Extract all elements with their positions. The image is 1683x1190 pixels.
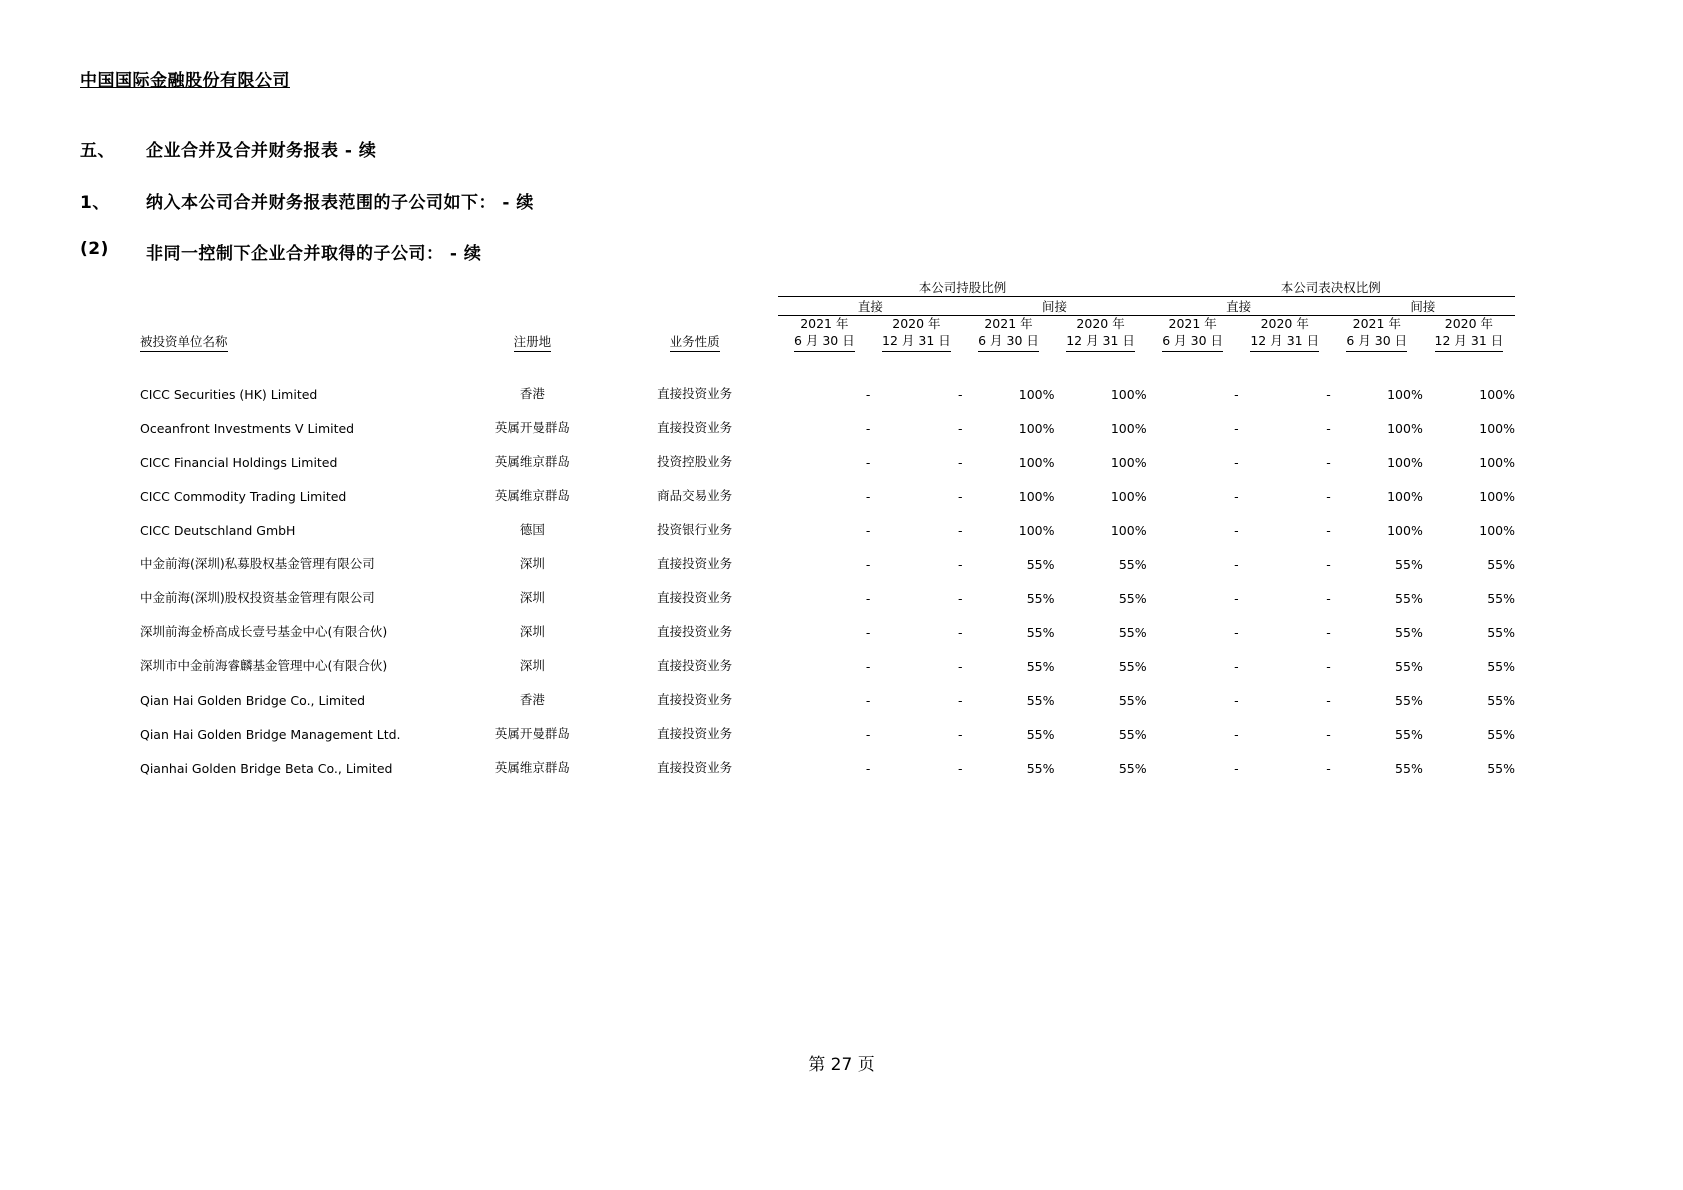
cell-hold-indirect-2021: 100%	[1018, 522, 1055, 538]
cell-hold-indirect-2020: 55%	[1118, 692, 1147, 708]
cell-hold-indirect-2020: 100%	[1110, 488, 1147, 504]
cell-hold-direct-2020: -	[957, 488, 963, 504]
section-3-number: (2)	[80, 239, 109, 259]
cell-hold-indirect-2020: 55%	[1118, 590, 1147, 606]
cell-hold-direct-2021: -	[865, 624, 871, 640]
cell-vote-direct-2021: -	[1234, 760, 1239, 776]
section-1-number: 五、	[80, 141, 115, 161]
cell-vote-indirect-2020: 55%	[1487, 760, 1515, 776]
cell-hold-direct-2020: -	[957, 658, 963, 674]
cell-vote-indirect-2020: 100%	[1479, 420, 1515, 436]
table-row	[140, 642, 1515, 676]
cell-hold-indirect-2020: 100%	[1110, 454, 1147, 470]
cell-registration: 深圳	[519, 657, 545, 673]
cell-vote-indirect-2021: 55%	[1395, 590, 1423, 606]
column-header-date-1: 2021 年 6 月 30 日	[778, 316, 870, 352]
cell-business: 直接投资业务	[657, 691, 733, 707]
cell-hold-direct-2021: -	[865, 420, 871, 436]
cell-vote-direct-2021: -	[1234, 420, 1239, 436]
cell-hold-direct-2020: -	[957, 760, 963, 776]
cell-vote-indirect-2020: 55%	[1487, 658, 1515, 674]
cell-vote-direct-2021: -	[1234, 556, 1239, 572]
column-header-date-3: 2021 年 6 月 30 日	[962, 316, 1054, 352]
column-header-date-4: 2020 年 12 月 31 日	[1055, 316, 1147, 352]
cell-vote-direct-2020: -	[1326, 726, 1331, 742]
column-header-date-6: 2020 年 12 月 31 日	[1239, 316, 1331, 352]
cell-vote-direct-2020: -	[1326, 522, 1331, 538]
cell-hold-direct-2021: -	[865, 760, 871, 776]
cell-name: Qianhai Golden Bridge Beta Co., Limited	[140, 760, 393, 776]
cell-hold-indirect-2020: 100%	[1110, 522, 1147, 538]
cell-hold-indirect-2020: 55%	[1118, 624, 1147, 640]
company-name: 中国国际金融股份有限公司	[80, 71, 290, 91]
cell-vote-indirect-2020: 55%	[1487, 556, 1515, 572]
cell-name: 中金前海(深圳)私募股权基金管理有限公司	[140, 555, 375, 571]
cell-vote-direct-2020: -	[1326, 386, 1331, 402]
cell-vote-indirect-2021: 55%	[1395, 556, 1423, 572]
cell-vote-indirect-2021: 55%	[1395, 692, 1423, 708]
cell-vote-indirect-2020: 100%	[1479, 386, 1515, 402]
cell-registration: 英属开曼群岛	[494, 419, 570, 435]
table-row	[140, 370, 1515, 404]
cell-vote-direct-2021: -	[1234, 488, 1239, 504]
cell-vote-direct-2021: -	[1234, 590, 1239, 606]
cell-hold-indirect-2021: 100%	[1018, 386, 1055, 402]
cell-hold-direct-2021: -	[865, 726, 871, 742]
cell-vote-direct-2021: -	[1234, 726, 1239, 742]
cell-hold-indirect-2020: 55%	[1118, 726, 1147, 742]
cell-hold-direct-2020: -	[957, 522, 963, 538]
header-spacer	[140, 352, 1515, 370]
cell-business: 直接投资业务	[657, 725, 733, 741]
table-row	[140, 540, 1515, 574]
table-row	[140, 676, 1515, 710]
cell-vote-indirect-2021: 100%	[1387, 454, 1423, 470]
cell-vote-indirect-2021: 100%	[1387, 420, 1423, 436]
section-3-title: 非同一控制下企业合并取得的子公司： - 续	[146, 244, 482, 264]
cell-name: 深圳市中金前海睿麟基金管理中心(有限合伙)	[140, 657, 388, 673]
page-number: 第 27 页	[808, 1055, 875, 1075]
cell-registration: 德国	[519, 521, 545, 537]
sub-header-row	[140, 297, 1515, 316]
cell-hold-direct-2020: -	[957, 590, 963, 606]
cell-vote-direct-2020: -	[1326, 420, 1331, 436]
cell-name: CICC Securities (HK) Limited	[140, 386, 318, 402]
column-header-business: 业务性质	[611, 316, 778, 352]
cell-hold-indirect-2021: 55%	[1026, 658, 1055, 674]
cell-vote-indirect-2020: 100%	[1479, 488, 1515, 504]
cell-name: CICC Financial Holdings Limited	[140, 454, 338, 470]
cell-hold-indirect-2020: 55%	[1118, 760, 1147, 776]
cell-registration: 香港	[519, 691, 545, 707]
table-row	[140, 574, 1515, 608]
cell-vote-direct-2021: -	[1234, 454, 1239, 470]
cell-vote-direct-2021: -	[1234, 522, 1239, 538]
cell-vote-direct-2021: -	[1234, 624, 1239, 640]
cell-hold-indirect-2021: 100%	[1018, 420, 1055, 436]
cell-vote-direct-2020: -	[1326, 658, 1331, 674]
cell-registration: 英属开曼群岛	[494, 725, 570, 741]
column-header-date-2: 2020 年 12 月 31 日	[870, 316, 962, 352]
sub-header-holding-direct: 直接	[778, 297, 962, 316]
cell-hold-direct-2020: -	[957, 386, 963, 402]
table-row	[140, 744, 1515, 778]
cell-name: 中金前海(深圳)股权投资基金管理有限公司	[140, 589, 375, 605]
cell-hold-indirect-2021: 55%	[1026, 726, 1055, 742]
cell-vote-direct-2020: -	[1326, 488, 1331, 504]
cell-hold-indirect-2021: 100%	[1018, 454, 1055, 470]
cell-name: Qian Hai Golden Bridge Management Ltd.	[140, 726, 401, 742]
cell-hold-direct-2020: -	[957, 692, 963, 708]
cell-vote-indirect-2021: 55%	[1395, 658, 1423, 674]
cell-vote-direct-2021: -	[1234, 692, 1239, 708]
cell-vote-indirect-2021: 100%	[1387, 386, 1423, 402]
cell-hold-indirect-2020: 55%	[1118, 658, 1147, 674]
table-row	[140, 404, 1515, 438]
cell-hold-direct-2021: -	[865, 454, 871, 470]
column-header-date-7: 2021 年 6 月 30 日	[1331, 316, 1423, 352]
cell-hold-direct-2020: -	[957, 420, 963, 436]
cell-hold-direct-2021: -	[865, 522, 871, 538]
cell-registration: 深圳	[519, 623, 545, 639]
cell-business: 直接投资业务	[657, 657, 733, 673]
cell-business: 直接投资业务	[657, 589, 733, 605]
cell-vote-indirect-2020: 55%	[1487, 692, 1515, 708]
cell-hold-indirect-2020: 100%	[1110, 420, 1147, 436]
cell-hold-indirect-2021: 55%	[1026, 692, 1055, 708]
cell-vote-direct-2020: -	[1326, 590, 1331, 606]
cell-vote-indirect-2020: 55%	[1487, 726, 1515, 742]
cell-name: Oceanfront Investments V Limited	[140, 420, 355, 436]
cell-business: 直接投资业务	[657, 385, 733, 401]
cell-vote-direct-2020: -	[1326, 556, 1331, 572]
sub-header-voting-indirect: 间接	[1331, 297, 1515, 316]
sub-header-voting-direct: 直接	[1147, 297, 1331, 316]
cell-business: 直接投资业务	[657, 555, 733, 571]
table-row	[140, 506, 1515, 540]
cell-vote-direct-2020: -	[1326, 454, 1331, 470]
cell-hold-direct-2020: -	[957, 556, 963, 572]
cell-business: 直接投资业务	[657, 623, 733, 639]
cell-hold-direct-2020: -	[957, 624, 963, 640]
cell-business: 直接投资业务	[657, 419, 733, 435]
cell-vote-direct-2020: -	[1326, 692, 1331, 708]
cell-business: 直接投资业务	[657, 759, 733, 775]
cell-registration: 深圳	[519, 589, 545, 605]
group-header-voting: 本公司表决权比例	[1147, 278, 1515, 297]
cell-vote-indirect-2021: 100%	[1387, 488, 1423, 504]
column-header-registration: 注册地	[454, 316, 611, 352]
cell-name: CICC Deutschland GmbH	[140, 522, 296, 538]
cell-registration: 香港	[519, 385, 545, 401]
cell-vote-indirect-2021: 55%	[1395, 760, 1423, 776]
table-row	[140, 608, 1515, 642]
cell-hold-direct-2021: -	[865, 590, 871, 606]
cell-vote-direct-2020: -	[1326, 760, 1331, 776]
section-1-title: 企业合并及合并财务报表 - 续	[146, 141, 377, 161]
cell-hold-indirect-2020: 55%	[1118, 556, 1147, 572]
column-header-date-8: 2020 年 12 月 31 日	[1423, 316, 1515, 352]
cell-vote-indirect-2021: 55%	[1395, 726, 1423, 742]
cell-business: 投资银行业务	[657, 521, 733, 537]
cell-registration: 英属维京群岛	[494, 487, 570, 503]
cell-vote-indirect-2021: 100%	[1387, 522, 1423, 538]
section-2-number: 1、	[80, 193, 110, 213]
cell-hold-indirect-2020: 100%	[1110, 386, 1147, 402]
group-header-row	[140, 278, 1515, 297]
cell-hold-indirect-2021: 55%	[1026, 590, 1055, 606]
cell-vote-indirect-2020: 55%	[1487, 624, 1515, 640]
cell-hold-direct-2021: -	[865, 386, 871, 402]
cell-hold-indirect-2021: 55%	[1026, 760, 1055, 776]
column-header-row	[140, 316, 1515, 352]
cell-hold-direct-2021: -	[865, 488, 871, 504]
cell-registration: 深圳	[519, 555, 545, 571]
cell-vote-indirect-2020: 55%	[1487, 590, 1515, 606]
cell-registration: 英属维京群岛	[494, 759, 570, 775]
cell-name: Qian Hai Golden Bridge Co., Limited	[140, 692, 366, 708]
cell-hold-direct-2021: -	[865, 692, 871, 708]
cell-hold-indirect-2021: 55%	[1026, 624, 1055, 640]
cell-business: 商品交易业务	[657, 487, 733, 503]
cell-vote-direct-2020: -	[1326, 624, 1331, 640]
cell-hold-direct-2020: -	[957, 726, 963, 742]
sub-header-holding-indirect: 间接	[962, 297, 1146, 316]
cell-hold-indirect-2021: 100%	[1018, 488, 1055, 504]
cell-vote-direct-2021: -	[1234, 386, 1239, 402]
cell-business: 投资控股业务	[657, 453, 733, 469]
cell-vote-indirect-2020: 100%	[1479, 454, 1515, 470]
cell-registration: 英属维京群岛	[494, 453, 570, 469]
cell-vote-indirect-2020: 100%	[1479, 522, 1515, 538]
cell-hold-direct-2020: -	[957, 454, 963, 470]
table-row	[140, 710, 1515, 744]
cell-name: CICC Commodity Trading Limited	[140, 488, 347, 504]
group-header-holding: 本公司持股比例	[778, 278, 1146, 297]
column-header-date-5: 2021 年 6 月 30 日	[1147, 316, 1239, 352]
cell-hold-direct-2021: -	[865, 556, 871, 572]
table-row	[140, 438, 1515, 472]
column-header-name: 被投资单位名称	[140, 316, 454, 352]
cell-hold-direct-2021: -	[865, 658, 871, 674]
table-row	[140, 472, 1515, 506]
cell-name: 深圳前海金桥高成长壹号基金中心(有限合伙)	[140, 623, 388, 639]
subsidiaries-table	[140, 278, 1515, 778]
cell-vote-direct-2021: -	[1234, 658, 1239, 674]
cell-vote-indirect-2021: 55%	[1395, 624, 1423, 640]
section-2-title: 纳入本公司合并财务报表范围的子公司如下： - 续	[146, 193, 534, 213]
cell-hold-indirect-2021: 55%	[1026, 556, 1055, 572]
